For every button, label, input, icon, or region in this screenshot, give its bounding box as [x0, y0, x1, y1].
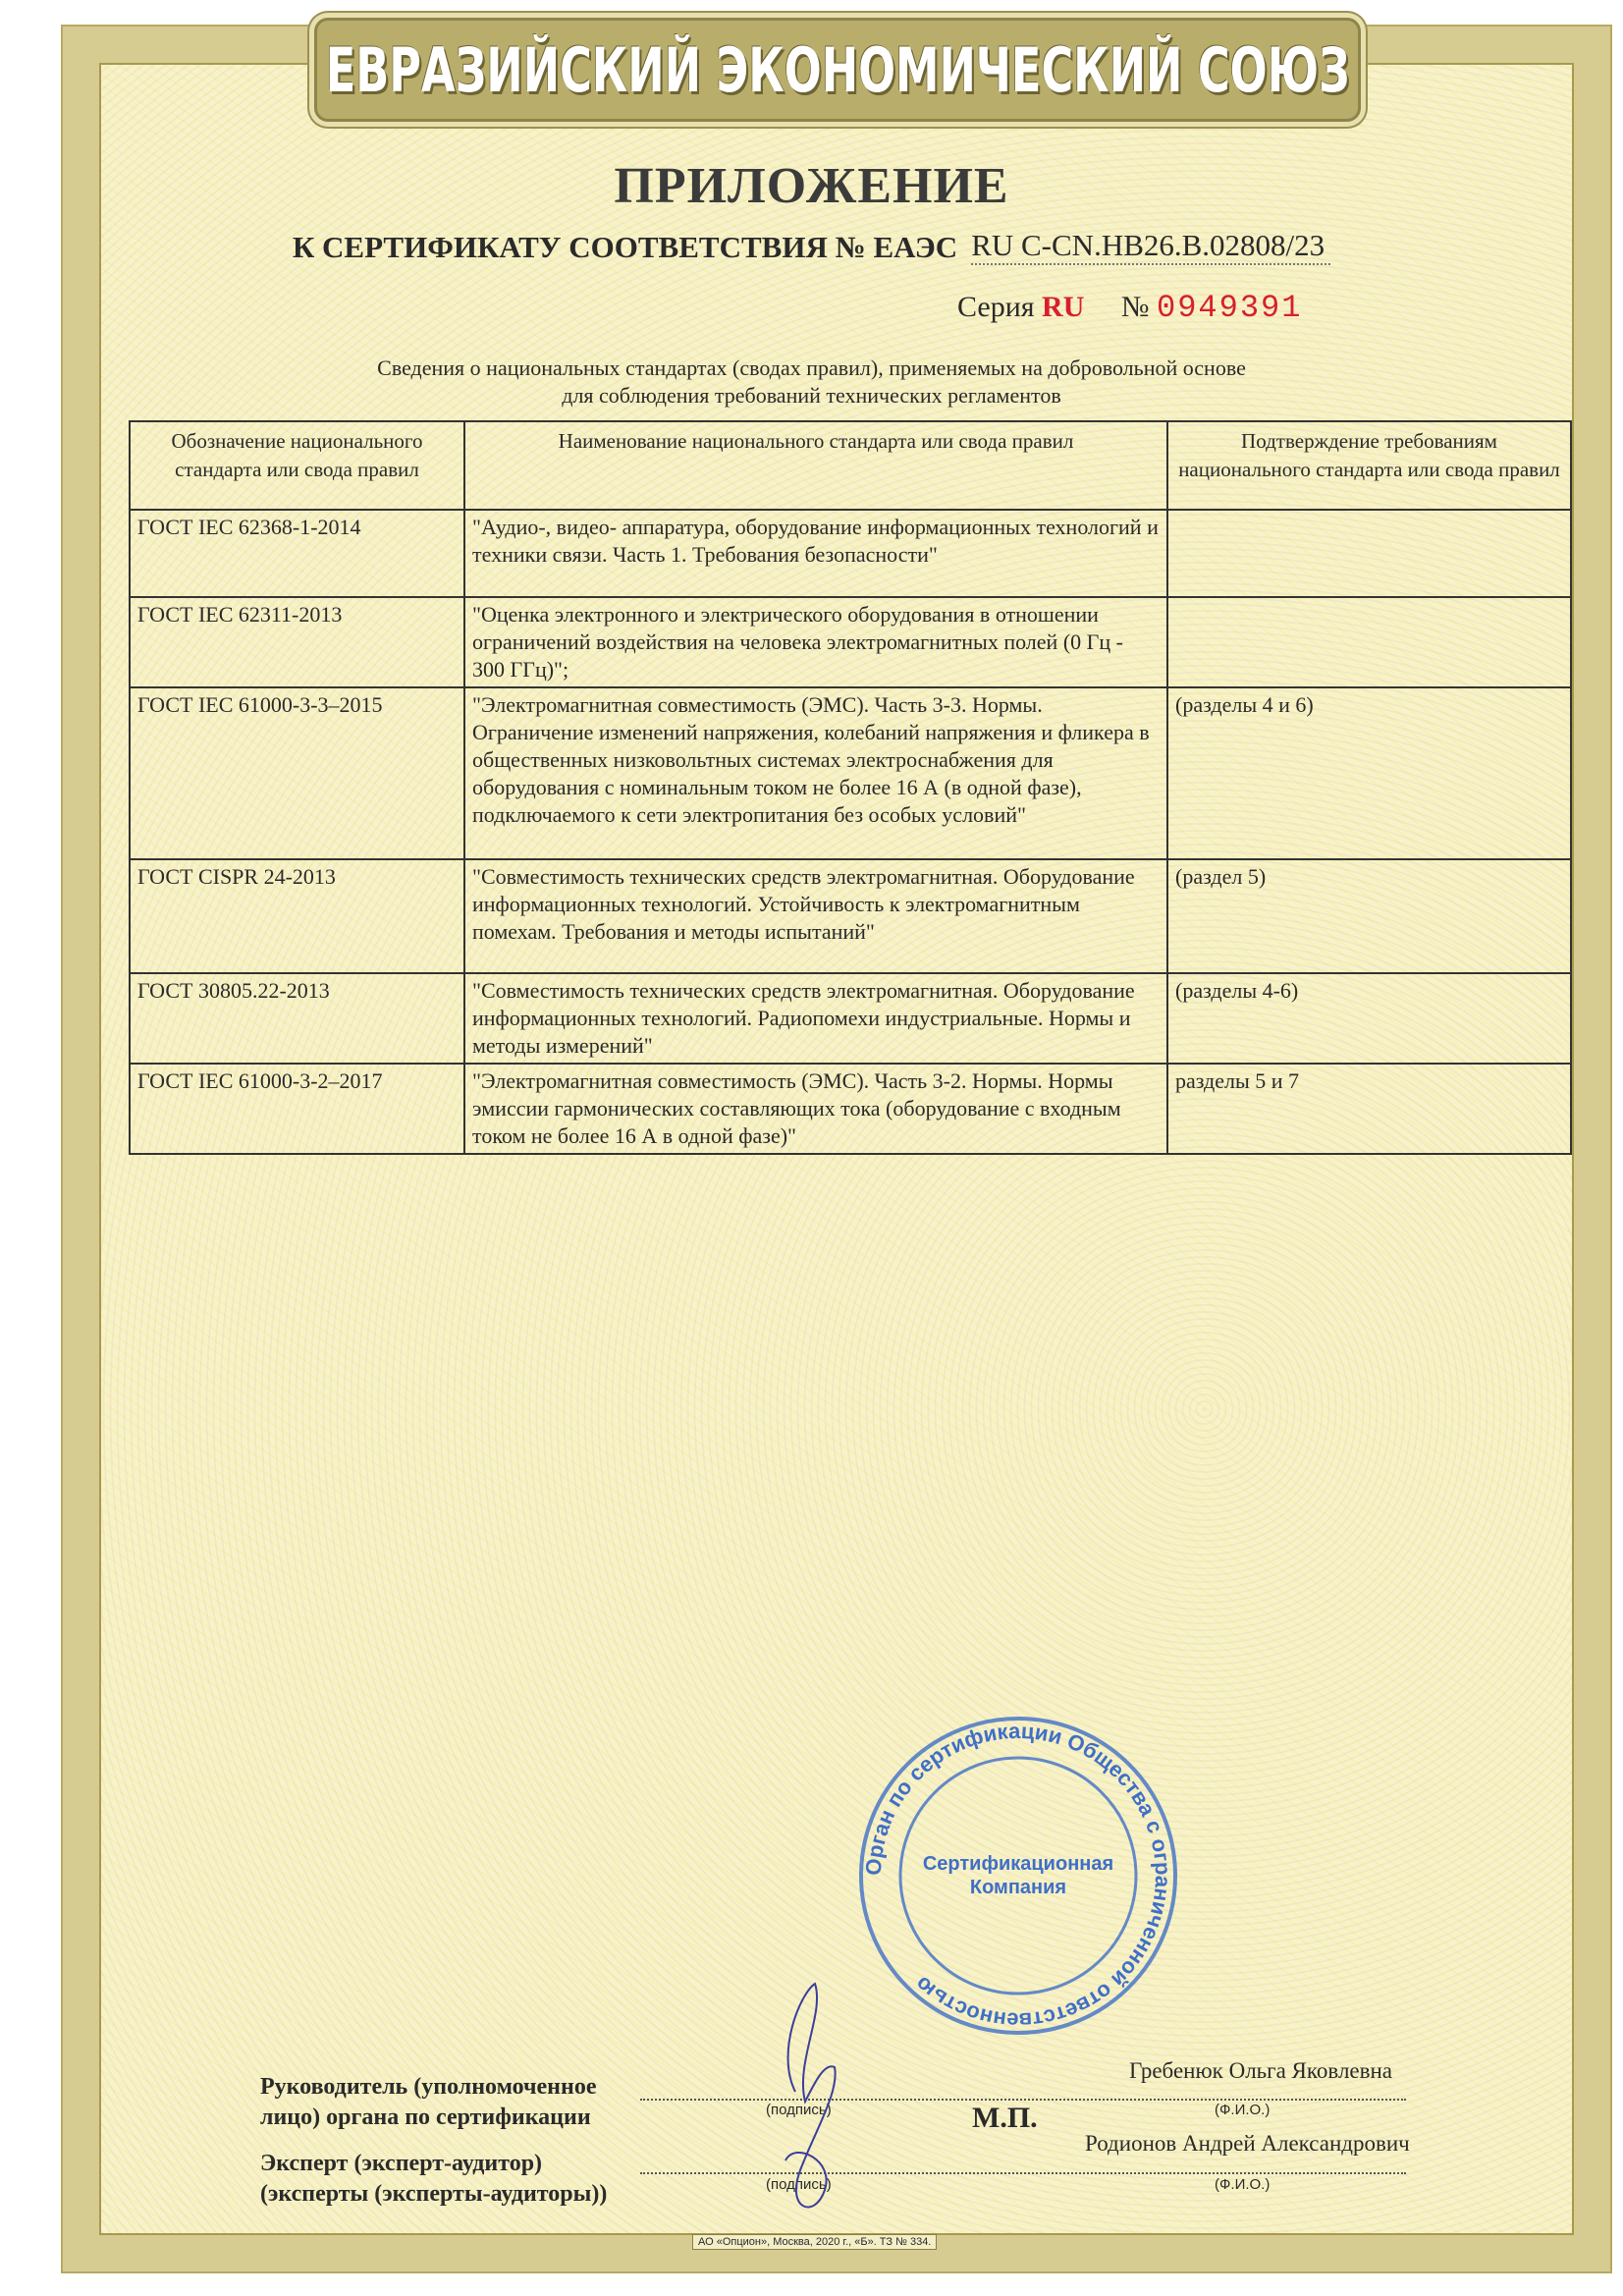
cell-name: "Аудио-, видео- аппаратура, оборудование информационных технологий и техники связи. Часть 1. Требования безопасности" [464, 510, 1167, 597]
cell-code: ГОСТ CISPR 24-2013 [130, 859, 464, 973]
header-name: Наименование национального стандарта или свода правил [464, 421, 1167, 510]
table-row [130, 973, 1571, 1064]
head-name: Гребенюк Ольга Яковлевна [1129, 2058, 1393, 2083]
table-header-row [130, 421, 1571, 510]
certification-stamp [856, 1714, 1180, 2038]
head-label-line-1: Руководитель (уполномоченное [260, 2074, 597, 2100]
cell-sections: разделы 5 и 7 [1167, 1064, 1571, 1154]
certificate-line [0, 228, 1623, 265]
cell-name: "Электромагнитная совместимость (ЭМС). Часть 3-3. Нормы. Ограничение изменений напряжения, колебаний напряжения и фликера в общественных низковольтных системах электроснабжения для оборудования с номинальным током не более 16 А (в одной фазе), подключаемого к сети электропитания без особых условий" [464, 687, 1167, 859]
standards-table [129, 420, 1572, 1155]
handwritten-signature [756, 1974, 854, 2229]
head-fio-caption: (Ф.И.О.) [1215, 2102, 1271, 2118]
cell-code: ГОСТ IEC 62368-1-2014 [130, 510, 464, 597]
cell-name: "Совместимость технических средств электромагнитная. Оборудование информационных технологий. Устойчивость к электромагнитным помехам. Требования и методы испытаний" [464, 859, 1167, 973]
table-row [130, 510, 1571, 597]
banner-text: ЕВРАЗИЙСКИЙ ЭКОНОМИЧЕСКИЙ СОЮЗ [325, 33, 1350, 106]
cell-code: ГОСТ IEC 61000-3-3–2015 [130, 687, 464, 859]
eaeu-banner [314, 18, 1361, 122]
expert-label [260, 2149, 607, 2210]
number-label: № [1120, 291, 1150, 323]
table-row [130, 859, 1571, 973]
cell-name: "Оценка электронного и электрического оборудования в отношении ограничений воздействия на человека электромагнитных полей (0 Гц - 300 ГГц)"; [464, 597, 1167, 687]
page-title: ПРИЛОЖЕНИЕ [614, 158, 1009, 214]
expert-label-line-2: (эксперты (эксперты-аудиторы)) [260, 2181, 608, 2207]
cell-code: ГОСТ 30805.22-2013 [130, 973, 464, 1064]
cell-code: ГОСТ IEC 62311-2013 [130, 597, 464, 687]
table-row [130, 687, 1571, 859]
certificate-label: К СЕРТИФИКАТУ СООТВЕТСТВИЯ № ЕАЭС [292, 230, 958, 264]
cell-sections: (разделы 4 и 6) [1167, 687, 1571, 859]
info-line-1: Сведения о национальных стандартах (сводах правил), применяемых на добровольной основе [377, 355, 1246, 380]
cell-sections [1167, 597, 1571, 687]
expert-label-line-1: Эксперт (эксперт-аудитор) [260, 2151, 543, 2176]
stamp-outer-text: Орган по сертификации Общества с ограниченной ответственностью [860, 1718, 1176, 2034]
head-label-line-2: лицо) органа по сертификации [260, 2105, 591, 2130]
info-line-2: для соблюдения требований технических регламентов [562, 383, 1061, 408]
head-label [260, 2072, 597, 2133]
expert-signature-line [640, 2172, 1406, 2174]
series-value: RU [1042, 291, 1085, 323]
expert-fio-caption: (Ф.И.О.) [1215, 2176, 1271, 2193]
cell-name: "Электромагнитная совместимость (ЭМС). Часть 3-2. Нормы. Нормы эмиссии гармонических составляющих тока (оборудование с входным током не более 16 А в одной фазе)" [464, 1064, 1167, 1154]
table-row [130, 1064, 1571, 1154]
series-label: Серия [957, 291, 1035, 323]
head-signature-line [640, 2099, 1406, 2101]
stamp-inner-text: Сертификационная Компания [922, 1853, 1114, 1898]
table-row [130, 597, 1571, 687]
certificate-number: RU C-CN.HB26.B.02808/23 [971, 228, 1330, 265]
expert-signature-caption: (подпись) [766, 2176, 832, 2193]
cell-sections: (раздел 5) [1167, 859, 1571, 973]
cell-sections [1167, 510, 1571, 597]
expert-name: Родионов Андрей Александрович [1085, 2131, 1410, 2156]
cell-code: ГОСТ IEC 61000-3-2–2017 [130, 1064, 464, 1154]
cell-name: "Совместимость технических средств электромагнитная. Оборудование информационных технологий. Радиопомехи индустриальные. Нормы и методы измерений" [464, 973, 1167, 1064]
blank-number: 0949391 [1157, 290, 1303, 326]
cell-sections: (разделы 4-6) [1167, 973, 1571, 1064]
stamp-place-label: М.П. [972, 2102, 1038, 2134]
header-sections: Подтверждение требованиям национального стандарта или свода правил [1167, 421, 1571, 510]
printer-imprint: АО «Опцион», Москва, 2020 г., «Б». ТЗ № 334. [692, 2234, 937, 2250]
header-code: Обозначение национального стандарта или свода правил [130, 421, 464, 510]
series-line [957, 290, 1302, 326]
head-signature-caption: (подпись) [766, 2102, 832, 2118]
